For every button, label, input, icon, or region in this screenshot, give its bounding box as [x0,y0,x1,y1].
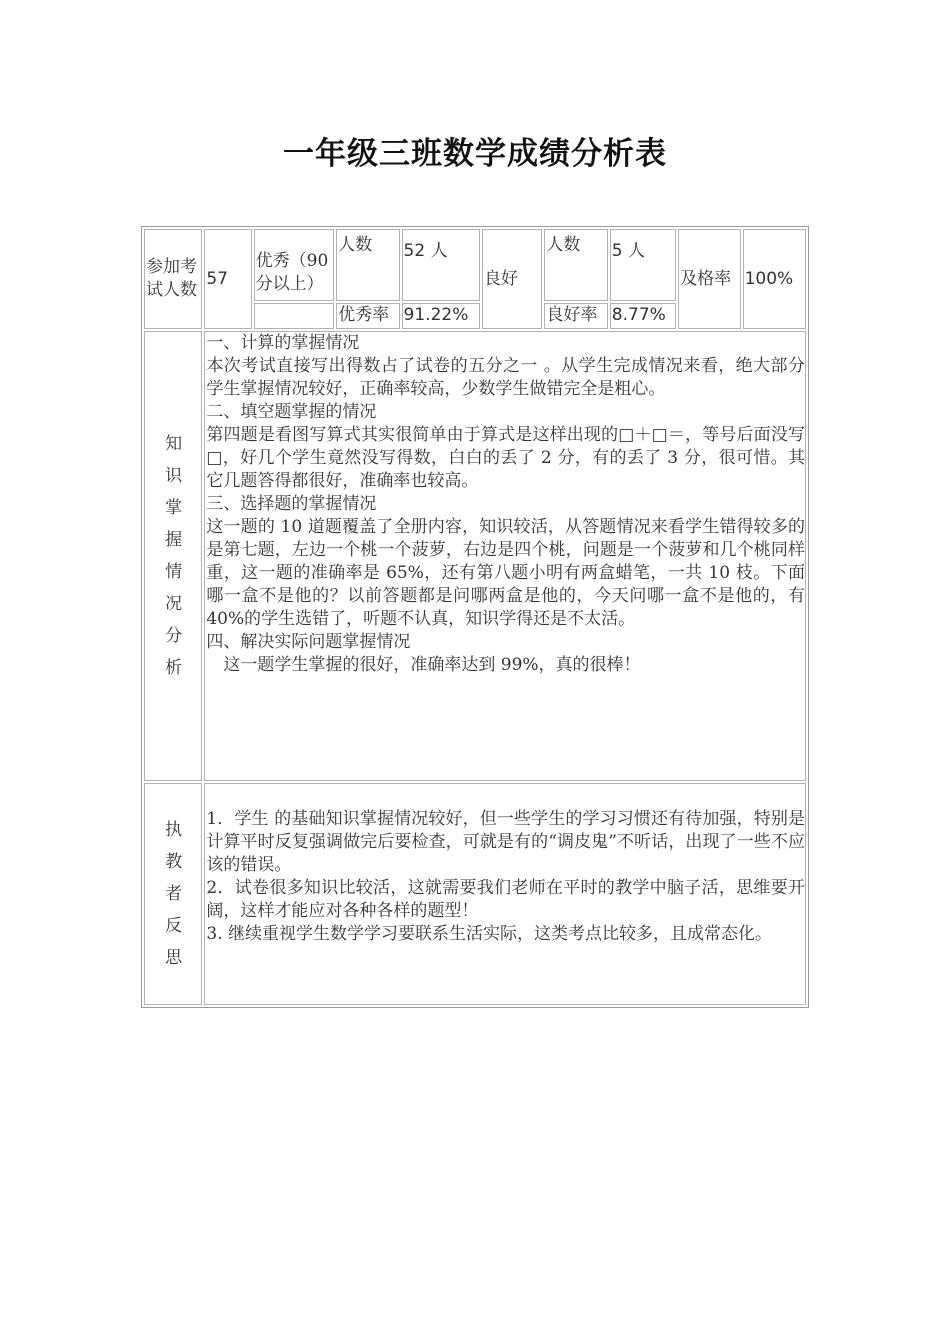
knowledge-label-char: 掌 [165,498,183,518]
participants-value: 57 [204,229,251,329]
good-count-value: 5 人 [610,229,676,301]
excellent-label: 优秀（90分以上） [254,229,335,301]
pass-rate-label: 及格率 [678,229,740,329]
reflection-label-char: 者 [165,884,183,904]
spacer [206,784,805,808]
reflection-item: 2．试卷很多知识比较活，这就需要我们老师在平时的教学中脑子活，思维要开阔，这样才能应对各种各样的题型！ [206,878,805,921]
excellent-rate-label: 优秀率 [336,303,399,329]
section-body: 第四题是看图写算式其实很简单由于算式是这样出现的□＋□＝，等号后面没写□，好几个学生竟然没写得数，白白的丢了 2 分，有的丢了 3 分，很可惜。其它几题答得都很好，准确率也较高。 [206,425,805,491]
reflection-text [204,783,806,1005]
stats-row-1 [144,229,806,301]
excellent-count-label: 人数 [336,229,399,301]
pass-rate-value: 100% [743,229,806,329]
reflection-row [144,783,806,1005]
reflection-item: 1．学生 的基础知识掌握情况较好，但一些学生的学习习惯还有待加强，特别是计算平时反复强调做完后要检查，可就是有的“调皮鬼”不听话，出现了一些不应该的错误。 [206,809,805,875]
section-heading: 三、选择题的掌握情况 [206,494,377,514]
knowledge-label-char: 况 [165,594,183,614]
section-heading: 四、解决实际问题掌握情况 [206,632,411,652]
good-count-label: 人数 [544,229,607,301]
knowledge-label-char: 知 [165,434,183,454]
good-rate-value: 8.77% [610,303,676,329]
reflection-label-char: 教 [165,852,183,872]
section-body: 这一题学生掌握的很好，准确率达到 99%，真的很棒！ [223,655,641,675]
knowledge-label-char: 识 [165,466,183,486]
knowledge-row [144,331,806,781]
section-heading: 二、填空题掌握的情况 [206,402,377,422]
score-analysis-table [141,226,809,1008]
section-heading: 一、计算的掌握情况 [206,333,360,353]
reflection-label-char: 反 [165,916,183,936]
excellent-count-value: 52 人 [402,229,480,301]
knowledge-label-char: 握 [165,530,183,550]
reflection-label-char: 执 [165,820,183,840]
reflection-label-char: 思 [165,948,183,968]
good-rate-label: 良好率 [544,303,607,329]
knowledge-label-char: 析 [165,658,183,678]
good-label: 良好 [482,229,542,329]
knowledge-analysis-text [204,331,806,781]
excellent-rate-value: 91.22% [402,303,480,329]
page-title: 一年级三班数学成绩分析表 [283,136,667,172]
reflection-item: 3. 继续重视学生数学学习要联系生活实际，这类考点比较多，且成常态化。 [206,924,772,944]
section-body: 这一题的 10 道题覆盖了全册内容，知识较活，从答题情况来看学生错得较多的是第七题，左边一个桃一个菠萝，右边是四个桃，问题是一个菠萝和几个桃同样重，这一题的准确率是 65%，还有第八题小明有两盒蜡笔，一共 10 枝。下面哪一盒不是他的？以前答题都是问哪两盒是他的，今天问哪一盒不是他的，有 40%的学生选错了，听题不认真，知识学得还是不太活。 [206,517,805,629]
excellent-gap-cell [254,303,335,329]
knowledge-label [144,331,202,781]
reflection-label [144,783,202,1005]
knowledge-label-char: 情 [165,562,183,582]
section-body: 本次考试直接写出得数占了试卷的五分之一 。从学生完成情况来看，绝大部分学生掌握情况较好，正确率较高，少数学生做错完全是粗心。 [206,356,805,399]
knowledge-label-char: 分 [165,626,183,646]
participants-label: 参加考试人数 [144,229,202,329]
